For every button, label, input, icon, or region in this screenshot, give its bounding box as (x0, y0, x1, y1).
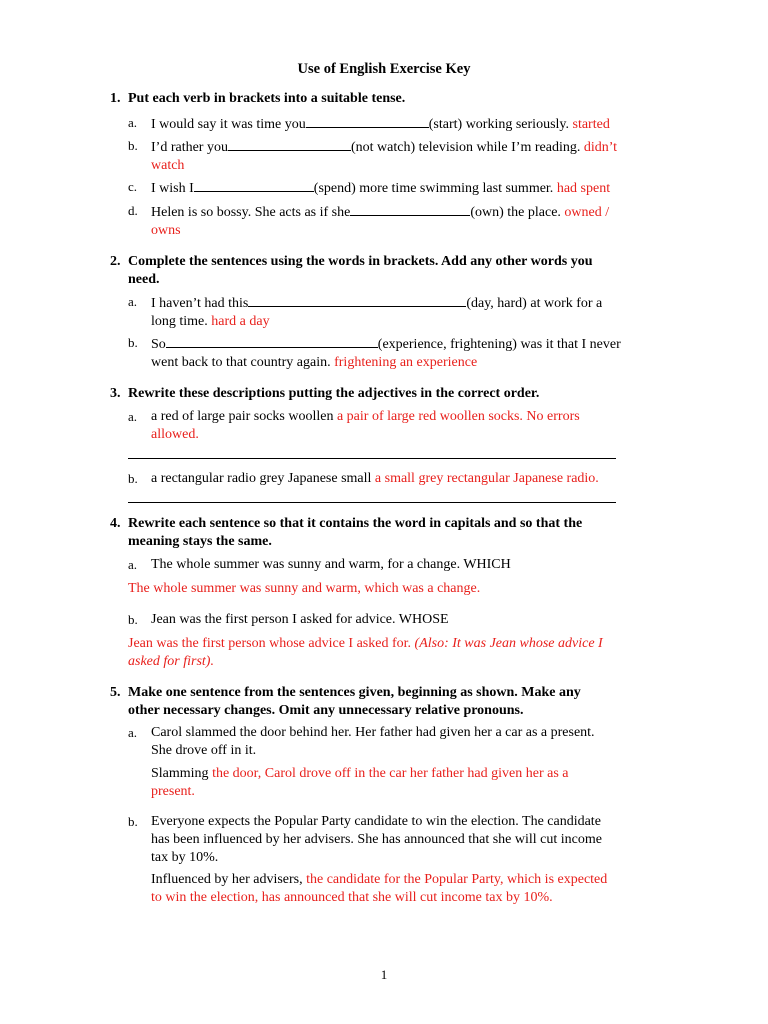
answer-text-alt: asked for first). (128, 654, 214, 669)
item-label: a. (128, 409, 138, 424)
item-text: (spend) more time swimming last summer. (313, 181, 554, 196)
question-text: Rewrite these descriptions putting the adjectives in the correct order. (128, 386, 540, 401)
item-label: b. (128, 138, 138, 153)
question-number: 1. (110, 91, 121, 106)
answer-blank (350, 202, 470, 216)
answer-text-main: Jean was the first person whose advice I asked for. (128, 636, 412, 651)
question-text: Make one sentence from the sentences given, beginning as shown. Make any (128, 685, 581, 700)
item-5a (128, 724, 663, 760)
question-text: other necessary changes. Omit any unnecessary relative pronouns. (128, 703, 524, 718)
answer-blank (194, 178, 314, 192)
question-4 (110, 515, 660, 551)
answer-text (128, 635, 663, 671)
answer-text: present. (151, 784, 195, 799)
item-label: a. (128, 725, 138, 740)
item-text: She drove off in it. (151, 743, 257, 758)
question-text: Rewrite each sentence so that it contains the word in capitals and so that the (128, 516, 583, 531)
item-label: c. (128, 179, 138, 194)
answer-blank (228, 137, 351, 151)
answer-text: watch (151, 158, 185, 173)
answer-start: Influenced by her advisers, (151, 872, 303, 887)
answer-text: a pair of large red woollen socks. No errors (336, 409, 580, 424)
question-1 (110, 90, 660, 108)
page-number: 1 (380, 967, 388, 982)
item-label: a. (128, 294, 138, 309)
item-text: (not watch) television while I’m reading. (350, 140, 581, 155)
item-text: a rectangular radio grey Japanese small (151, 471, 372, 486)
answer-text-alt: (Also: It was Jean whose advice I (414, 636, 603, 651)
item-text: (start) working seriously. (428, 117, 569, 132)
item-1b (128, 137, 663, 175)
answer-text: the door, Carol drove off in the car her father had given her as a (212, 766, 569, 781)
item-label: a. (128, 115, 138, 130)
answer-text: frightening an experience (334, 355, 478, 370)
item-4b (128, 611, 663, 629)
question-text: Complete the sentences using the words in brackets. Add any other words you (128, 254, 593, 269)
item-text: (own) the place. (470, 205, 561, 220)
question-3 (110, 385, 660, 403)
answer-blank (166, 334, 378, 348)
answer-text: allowed. (151, 427, 199, 442)
answer-blank (306, 114, 429, 128)
item-1c (128, 178, 663, 198)
question-number: 2. (110, 254, 121, 269)
answer-text: a small grey rectangular Japanese radio. (374, 471, 599, 486)
item-text: a red of large pair socks woollen (151, 409, 334, 424)
item-text: The whole summer was sunny and warm, for a change. WHICH (151, 557, 511, 572)
question-2 (110, 253, 660, 289)
item-1d (128, 202, 663, 240)
answer-text: started (572, 117, 610, 132)
answer-5b (151, 871, 666, 907)
item-label: b. (128, 814, 138, 829)
question-text: Put each verb in brackets into a suitable tense. (128, 91, 406, 106)
answer-text: had spent (556, 181, 611, 196)
answer-text: to win the election, has announced that she will cut income tax by 10%. (151, 890, 553, 905)
item-label: a. (128, 557, 138, 572)
item-2b (128, 334, 663, 372)
item-3b (128, 470, 663, 488)
answer-text: owns (151, 223, 181, 238)
question-text: need. (128, 272, 160, 287)
item-text: Helen is so bossy. She acts as if she (151, 205, 351, 220)
item-text: I haven’t had this (151, 296, 249, 311)
item-label: b. (128, 471, 138, 486)
item-text: Everyone expects the Popular Party candidate to win the election. The candidate (151, 814, 601, 829)
item-text: long time. (151, 314, 208, 329)
page-title: Use of English Exercise Key (297, 61, 471, 77)
answer-text: the candidate for the Popular Party, which is expected (306, 872, 608, 887)
item-text: went back to that country again. (151, 355, 331, 370)
answer-text: The whole summer was sunny and warm, which was a change. (128, 581, 481, 596)
item-5b (128, 813, 663, 867)
item-text: (day, hard) at work for a (466, 296, 603, 311)
item-label: b. (128, 335, 138, 350)
question-number: 5. (110, 685, 121, 700)
question-text: meaning stays the same. (128, 534, 272, 549)
answer-text: hard a day (211, 314, 270, 329)
question-5 (110, 684, 660, 720)
answer-line (128, 458, 616, 459)
item-text: Jean was the first person I asked for advice. WHOSE (151, 612, 449, 627)
item-text: Carol slammed the door behind her. Her father had given her a car as a present. (151, 725, 595, 740)
answer-text: owned / (564, 205, 610, 220)
item-label: b. (128, 612, 138, 627)
answer-text: didn’t (583, 140, 618, 155)
item-2a (128, 293, 663, 331)
item-text: tax by 10%. (151, 850, 219, 865)
item-text: I’d rather you (151, 140, 228, 155)
item-label: d. (128, 203, 138, 218)
item-text: I wish I (151, 181, 194, 196)
answer-5a (151, 765, 666, 801)
item-1a (128, 114, 663, 134)
item-3a (128, 408, 663, 444)
question-number: 3. (110, 386, 121, 401)
item-text: I would say it was time you (151, 117, 306, 132)
answer-line (128, 502, 616, 503)
item-text: has been influenced by her advisers. She has announced that she will cut income (151, 832, 602, 847)
answer-start: Slamming (151, 766, 209, 781)
item-text: So (151, 337, 166, 352)
answer-blank (248, 293, 466, 307)
item-4a (128, 556, 663, 574)
question-number: 4. (110, 516, 121, 531)
item-text: (experience, frightening) was it that I never (377, 337, 621, 352)
